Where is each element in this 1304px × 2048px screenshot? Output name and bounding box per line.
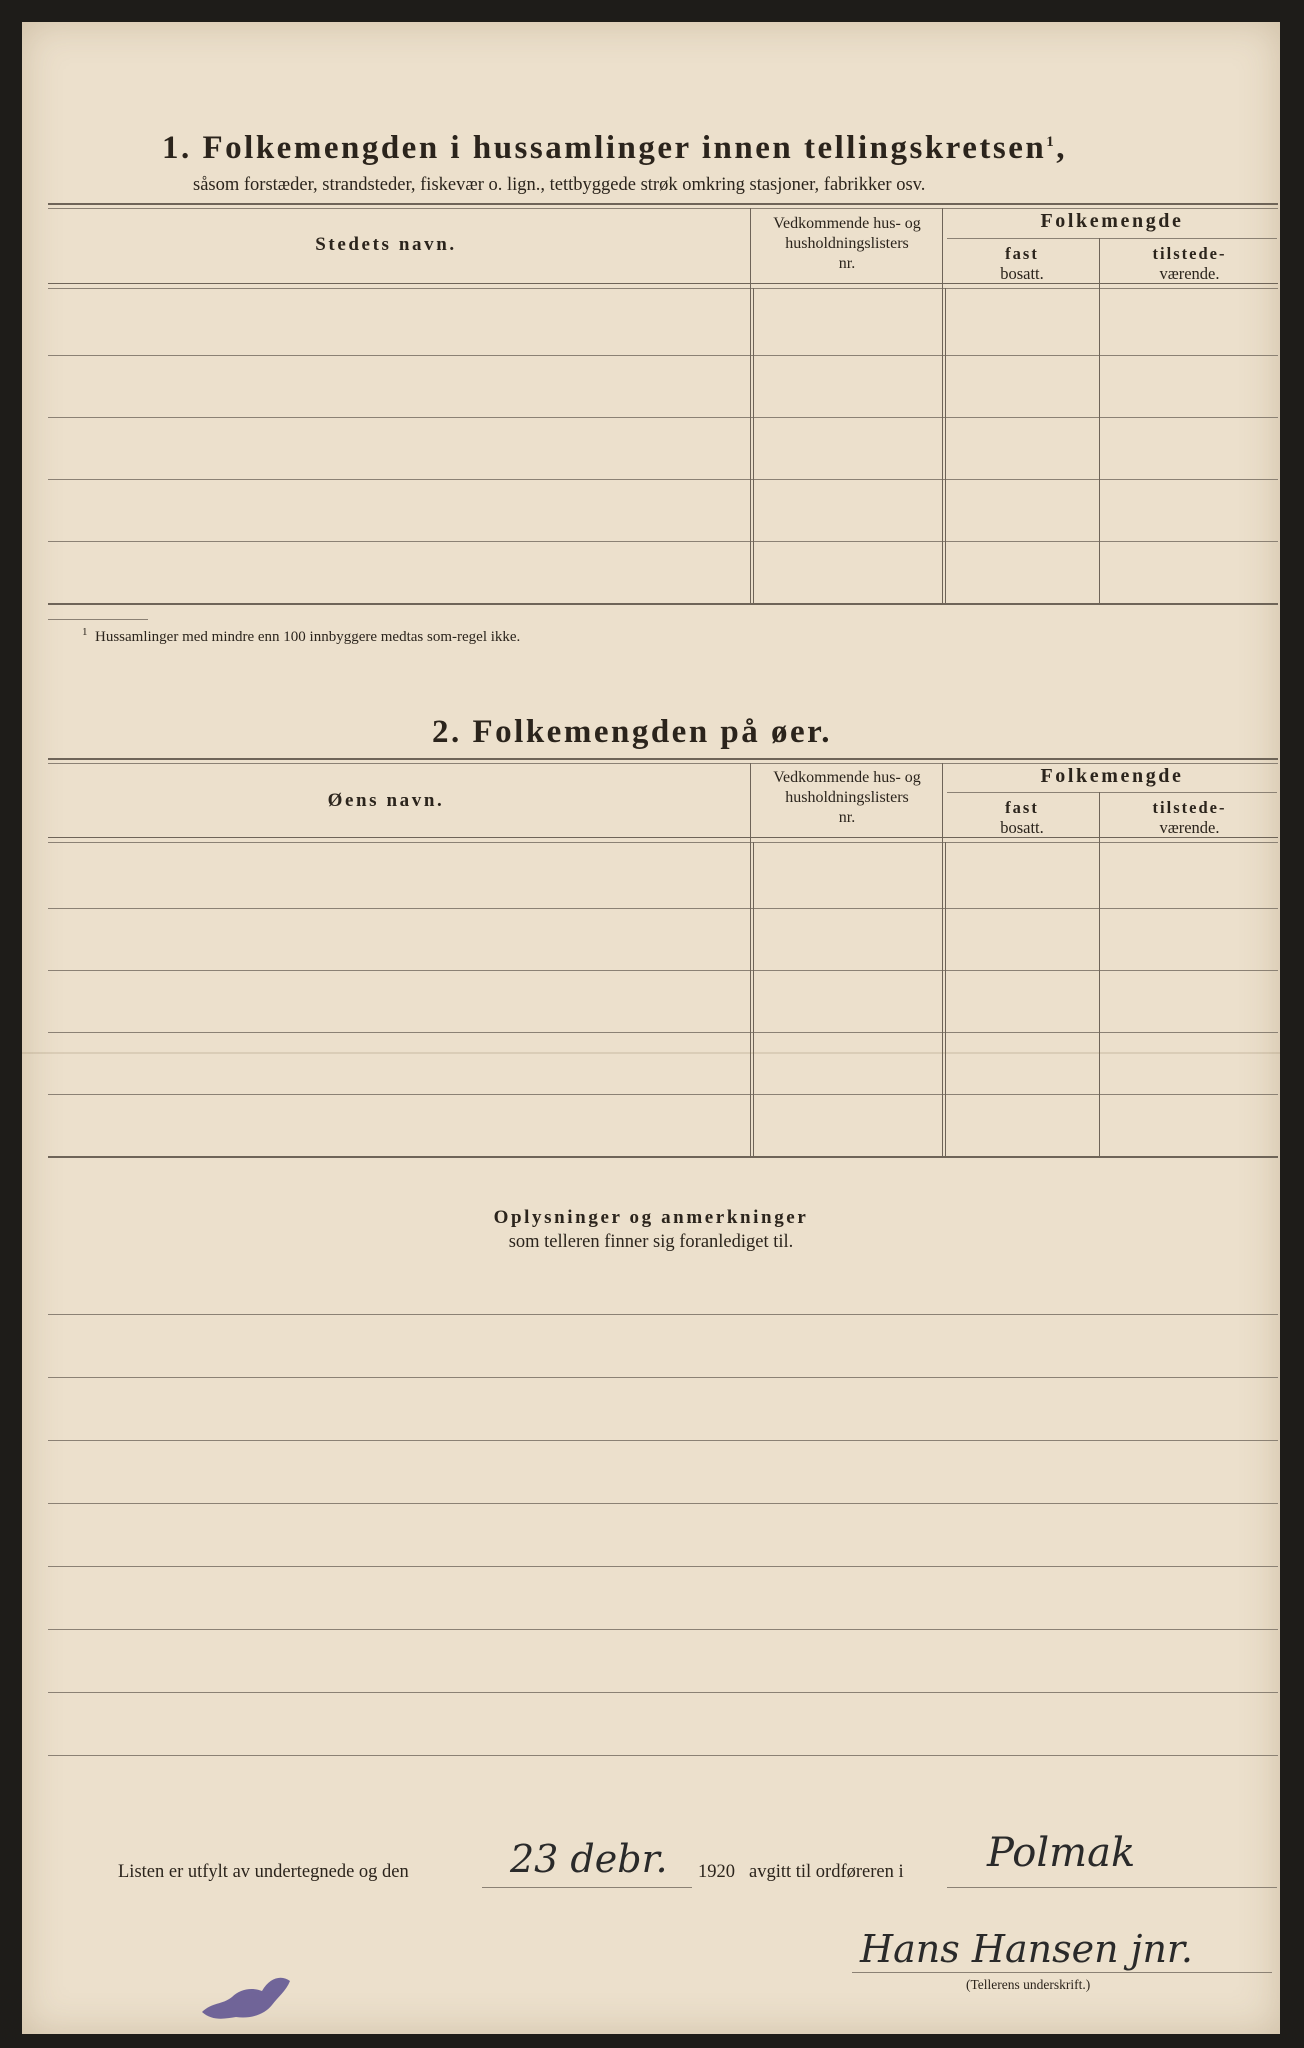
handwritten-signature: Hans Hansen jnr. xyxy=(860,1927,1193,1971)
section1-subtitle: såsom forstæder, strandsteder, fiskevær o. lign., tettbyggede strøk omkring stasjoner, fabrikker osv. xyxy=(193,175,926,195)
remarks-title: Oplysninger og anmerkninger xyxy=(493,1207,809,1228)
col-header-resident-2: fast bosatt. xyxy=(1000,798,1044,837)
col-header-present-2: tilstede- værende. xyxy=(1152,798,1227,837)
census-form-page xyxy=(22,22,1280,2034)
col-header-list-number-2: Vedkommende hus- og husholdningslisters nr. xyxy=(773,769,921,826)
col-header-place-name: Stedets navn. xyxy=(315,234,457,255)
col-header-list-number: Vedkommende hus- og husholdningslisters nr. xyxy=(773,215,921,272)
section2-title: 2. Folkemengden på øer. xyxy=(432,714,833,750)
col-header-island-name: Øens navn. xyxy=(327,790,445,811)
footnote: $^1$ Hussamlinger med mindre enn 100 innbyggere medtas som-regel ikke. xyxy=(82,626,521,645)
completed-by-text: Listen er utfylt av undertegnede og den xyxy=(118,1862,409,1882)
col-header-resident: fast bosatt. xyxy=(1000,244,1044,283)
remarks-subtitle: som telleren finner sig foranlediget til. xyxy=(508,1232,794,1252)
handwritten-date: 23 debr. xyxy=(510,1837,668,1881)
col-header-population: Folkemengde xyxy=(1040,210,1184,232)
col-header-present: tilstede- værende. xyxy=(1152,244,1227,283)
delivered-to-text: avgitt til ordføreren i xyxy=(749,1862,904,1882)
fold-crease xyxy=(22,1052,1280,1054)
ink-stain-mark xyxy=(192,1967,302,2027)
section1-title: 1. Folkemengden i hussamlinger innen tellingskretsen$^1$, xyxy=(162,130,1067,166)
col-header-population-2: Folkemengde xyxy=(1040,765,1184,787)
handwritten-place: Polmak xyxy=(987,1830,1136,1876)
year-text: 1920 xyxy=(698,1862,735,1882)
signature-caption: (Tellerens underskrift.) xyxy=(966,1977,1091,1992)
